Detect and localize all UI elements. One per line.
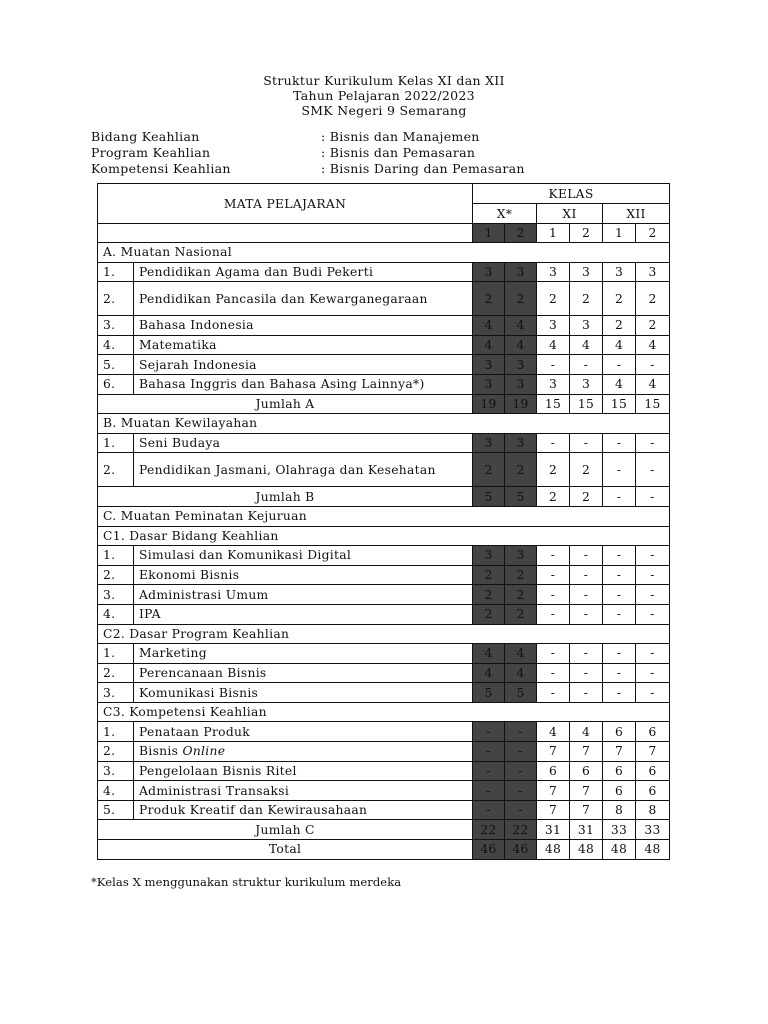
header-kelas: KELAS bbox=[473, 184, 670, 204]
subject-name-italic: Online bbox=[182, 744, 226, 759]
hours-cell: 3 bbox=[505, 546, 537, 566]
table-row bbox=[98, 453, 670, 487]
subject-name-text: Komunikasi Bisnis bbox=[139, 685, 259, 700]
info-row bbox=[91, 145, 525, 161]
hours-cell: - bbox=[570, 355, 603, 375]
subject-name-text: Administrasi Transaksi bbox=[139, 783, 290, 798]
table-row bbox=[98, 644, 670, 664]
subject-name bbox=[134, 335, 473, 355]
hours-cell: 8 bbox=[603, 800, 636, 820]
subject-name-text: Bisnis bbox=[139, 744, 183, 759]
hours-cell: 3 bbox=[505, 355, 537, 375]
hours-cell: - bbox=[473, 742, 505, 762]
sum-label: Jumlah A bbox=[98, 394, 473, 414]
hours-cell: - bbox=[537, 355, 570, 375]
hours-cell: - bbox=[603, 585, 636, 605]
hours-cell: 33 bbox=[636, 820, 670, 840]
table-row bbox=[98, 604, 670, 624]
table-row bbox=[98, 335, 670, 355]
hours-cell: - bbox=[603, 453, 636, 487]
hours-cell: 8 bbox=[636, 800, 670, 820]
hours-cell: 6 bbox=[636, 722, 670, 742]
subject-name bbox=[134, 355, 473, 375]
hours-cell: 48 bbox=[603, 840, 636, 860]
table-row bbox=[98, 374, 670, 394]
row-number: 3. bbox=[98, 585, 134, 605]
hours-cell: - bbox=[603, 355, 636, 375]
table-row bbox=[98, 262, 670, 282]
sum-label: Jumlah C bbox=[98, 820, 473, 840]
hours-cell: 3 bbox=[473, 433, 505, 453]
header-semester: 1 bbox=[537, 224, 570, 243]
hours-cell: 2 bbox=[570, 282, 603, 316]
hours-cell: 4 bbox=[505, 644, 537, 664]
hours-cell: 2 bbox=[603, 282, 636, 316]
hours-cell: 19 bbox=[505, 394, 537, 414]
table-row bbox=[98, 800, 670, 820]
subject-name-text: Ekonomi Bisnis bbox=[139, 568, 240, 583]
section-row bbox=[98, 702, 670, 722]
subject-name bbox=[134, 282, 473, 316]
header-group-x: X* bbox=[473, 204, 537, 224]
section-row bbox=[98, 526, 670, 546]
hours-cell: 15 bbox=[603, 394, 636, 414]
row-number: 5. bbox=[98, 355, 134, 375]
row-number: 2. bbox=[98, 663, 134, 683]
hours-cell: 2 bbox=[537, 282, 570, 316]
hours-cell: 3 bbox=[537, 374, 570, 394]
hours-cell: 4 bbox=[537, 722, 570, 742]
total-label: Total bbox=[98, 840, 473, 860]
table-row bbox=[98, 355, 670, 375]
hours-cell: - bbox=[603, 604, 636, 624]
header-row bbox=[98, 224, 670, 243]
hours-cell: 3 bbox=[570, 374, 603, 394]
hours-cell: 6 bbox=[537, 761, 570, 781]
hours-cell: - bbox=[603, 565, 636, 585]
hours-cell: 2 bbox=[636, 282, 670, 316]
subject-name bbox=[134, 644, 473, 664]
hours-cell: 6 bbox=[636, 781, 670, 801]
subject-name bbox=[134, 683, 473, 703]
hours-cell: 6 bbox=[570, 761, 603, 781]
table-row bbox=[98, 565, 670, 585]
header-semester: 2 bbox=[570, 224, 603, 243]
hours-cell: - bbox=[537, 433, 570, 453]
subject-name bbox=[134, 316, 473, 336]
sum-row bbox=[98, 394, 670, 414]
hours-cell: - bbox=[505, 800, 537, 820]
subject-name bbox=[134, 565, 473, 585]
hours-cell: - bbox=[473, 781, 505, 801]
hours-cell: 2 bbox=[505, 282, 537, 316]
hours-cell: 7 bbox=[603, 742, 636, 762]
hours-cell: 4 bbox=[473, 316, 505, 336]
sum-label: Jumlah B bbox=[98, 487, 473, 507]
hours-cell: - bbox=[603, 546, 636, 566]
subject-name bbox=[134, 781, 473, 801]
hours-cell: 22 bbox=[473, 820, 505, 840]
hours-cell: - bbox=[636, 453, 670, 487]
table-row bbox=[98, 316, 670, 336]
hours-cell: 2 bbox=[505, 453, 537, 487]
row-number: 2. bbox=[98, 282, 134, 316]
title-line-3: SMK Negeri 9 Semarang bbox=[301, 103, 467, 118]
subject-name-text: Pendidikan Agama dan Budi Pekerti bbox=[139, 264, 374, 279]
header-semester: 1 bbox=[473, 224, 505, 243]
hours-cell: 3 bbox=[473, 374, 505, 394]
row-number: 1. bbox=[98, 644, 134, 664]
table-row bbox=[98, 663, 670, 683]
hours-cell: 7 bbox=[537, 742, 570, 762]
hours-cell: 4 bbox=[473, 644, 505, 664]
subject-name-text: Bahasa Inggris dan Bahasa Asing Lainnya*) bbox=[139, 377, 425, 392]
hours-cell: 3 bbox=[505, 262, 537, 282]
hours-cell: - bbox=[570, 546, 603, 566]
hours-cell: - bbox=[473, 722, 505, 742]
hours-cell: - bbox=[570, 604, 603, 624]
title-line-2: Tahun Pelajaran 2022/2023 bbox=[293, 88, 475, 103]
hours-cell: 33 bbox=[603, 820, 636, 840]
hours-cell: - bbox=[537, 683, 570, 703]
subject-name bbox=[134, 374, 473, 394]
section-label: C3. Kompetensi Keahlian bbox=[98, 702, 670, 722]
section-label: C. Muatan Peminatan Kejuruan bbox=[98, 506, 670, 526]
hours-cell: - bbox=[570, 644, 603, 664]
hours-cell: 4 bbox=[570, 335, 603, 355]
hours-cell: - bbox=[636, 585, 670, 605]
hours-cell: 3 bbox=[505, 374, 537, 394]
hours-cell: - bbox=[636, 487, 670, 507]
row-number: 3. bbox=[98, 683, 134, 703]
hours-cell: 2 bbox=[473, 604, 505, 624]
hours-cell: 48 bbox=[570, 840, 603, 860]
hours-cell: 4 bbox=[603, 335, 636, 355]
hours-cell: 3 bbox=[473, 262, 505, 282]
section-label: A. Muatan Nasional bbox=[98, 243, 670, 263]
row-number: 4. bbox=[98, 604, 134, 624]
subject-name-text: Produk Kreatif dan Kewirausahaan bbox=[139, 803, 368, 818]
section-label: B. Muatan Kewilayahan bbox=[98, 414, 670, 434]
hours-cell: 4 bbox=[473, 335, 505, 355]
row-number: 5. bbox=[98, 800, 134, 820]
subject-name-text: Administrasi Umum bbox=[139, 587, 269, 602]
hours-cell: 15 bbox=[570, 394, 603, 414]
section-label: C2. Dasar Program Keahlian bbox=[98, 624, 670, 644]
hours-cell: 2 bbox=[603, 316, 636, 336]
hours-cell: 3 bbox=[537, 262, 570, 282]
hours-cell: 48 bbox=[537, 840, 570, 860]
hours-cell: - bbox=[505, 742, 537, 762]
hours-cell: 7 bbox=[570, 800, 603, 820]
table-row bbox=[98, 742, 670, 762]
hours-cell: 7 bbox=[537, 781, 570, 801]
subject-name bbox=[134, 585, 473, 605]
hours-cell: 15 bbox=[537, 394, 570, 414]
row-number: 2. bbox=[98, 453, 134, 487]
hours-cell: 31 bbox=[570, 820, 603, 840]
row-number: 1. bbox=[98, 546, 134, 566]
subject-name-text: Simulasi dan Komunikasi Digital bbox=[139, 548, 352, 563]
hours-cell: - bbox=[636, 604, 670, 624]
hours-cell: - bbox=[537, 585, 570, 605]
hours-cell: 2 bbox=[570, 487, 603, 507]
table-row bbox=[98, 433, 670, 453]
header-semester: 2 bbox=[636, 224, 670, 243]
info-value: : Bisnis Daring dan Pemasaran bbox=[321, 161, 525, 176]
hours-cell: - bbox=[603, 683, 636, 703]
hours-cell: 15 bbox=[636, 394, 670, 414]
row-number: 6. bbox=[98, 374, 134, 394]
header-group-xii: XII bbox=[603, 204, 670, 224]
hours-cell: - bbox=[570, 683, 603, 703]
section-label: C1. Dasar Bidang Keahlian bbox=[98, 526, 670, 546]
hours-cell: - bbox=[636, 546, 670, 566]
hours-cell: 2 bbox=[537, 453, 570, 487]
table-row bbox=[98, 761, 670, 781]
row-number: 1. bbox=[98, 722, 134, 742]
hours-cell: - bbox=[636, 565, 670, 585]
hours-cell: 2 bbox=[505, 585, 537, 605]
subject-name bbox=[134, 742, 473, 762]
table-row bbox=[98, 683, 670, 703]
subject-name-text: IPA bbox=[139, 607, 161, 622]
subject-name bbox=[134, 761, 473, 781]
curriculum-table bbox=[97, 183, 670, 860]
hours-cell: 31 bbox=[537, 820, 570, 840]
total-row bbox=[98, 840, 670, 860]
info-value: : Bisnis dan Manajemen bbox=[321, 129, 480, 144]
hours-cell: 2 bbox=[473, 565, 505, 585]
hours-cell: 4 bbox=[603, 374, 636, 394]
subject-name bbox=[134, 800, 473, 820]
hours-cell: 22 bbox=[505, 820, 537, 840]
table-row bbox=[98, 781, 670, 801]
subject-name-text: Sejarah Indonesia bbox=[139, 357, 257, 372]
hours-cell: 7 bbox=[537, 800, 570, 820]
info-value: : Bisnis dan Pemasaran bbox=[321, 145, 476, 160]
hours-cell: 6 bbox=[603, 722, 636, 742]
row-number: 2. bbox=[98, 742, 134, 762]
subject-name-text: Pendidikan Jasmani, Olahraga dan Kesehatan bbox=[139, 462, 436, 477]
row-number: 4. bbox=[98, 781, 134, 801]
hours-cell: 3 bbox=[570, 316, 603, 336]
header-row bbox=[98, 184, 670, 204]
hours-cell: 48 bbox=[636, 840, 670, 860]
hours-cell: 5 bbox=[473, 683, 505, 703]
row-number: 1. bbox=[98, 262, 134, 282]
subject-name bbox=[134, 722, 473, 742]
hours-cell: - bbox=[505, 781, 537, 801]
info-key: Bidang Keahlian bbox=[91, 129, 200, 144]
section-row bbox=[98, 506, 670, 526]
title-line-1: Struktur Kurikulum Kelas XI dan XII bbox=[263, 73, 505, 88]
info-row bbox=[91, 129, 525, 145]
table-row bbox=[98, 546, 670, 566]
subject-name bbox=[134, 663, 473, 683]
hours-cell: 3 bbox=[636, 262, 670, 282]
hours-cell: - bbox=[473, 761, 505, 781]
hours-cell: 3 bbox=[603, 262, 636, 282]
hours-cell: 4 bbox=[505, 335, 537, 355]
hours-cell: 46 bbox=[473, 840, 505, 860]
hours-cell: 4 bbox=[473, 663, 505, 683]
hours-cell: 2 bbox=[537, 487, 570, 507]
hours-cell: - bbox=[603, 663, 636, 683]
hours-cell: 2 bbox=[473, 453, 505, 487]
subject-name bbox=[134, 546, 473, 566]
hours-cell: - bbox=[636, 433, 670, 453]
hours-cell: - bbox=[603, 487, 636, 507]
hours-cell: 4 bbox=[505, 316, 537, 336]
subject-name-text: Bahasa Indonesia bbox=[139, 318, 254, 333]
subject-name-text: Perencanaan Bisnis bbox=[139, 665, 267, 680]
table-row bbox=[98, 282, 670, 316]
hours-cell: 46 bbox=[505, 840, 537, 860]
hours-cell: - bbox=[603, 433, 636, 453]
hours-cell: 2 bbox=[636, 316, 670, 336]
info-key: Kompetensi Keahlian bbox=[91, 161, 231, 176]
hours-cell: - bbox=[603, 644, 636, 664]
hours-cell: 5 bbox=[505, 683, 537, 703]
hours-cell: - bbox=[636, 683, 670, 703]
hours-cell: - bbox=[570, 663, 603, 683]
program-info bbox=[91, 129, 525, 177]
hours-cell: - bbox=[570, 585, 603, 605]
hours-cell: - bbox=[636, 644, 670, 664]
hours-cell: 19 bbox=[473, 394, 505, 414]
header-semester: 1 bbox=[603, 224, 636, 243]
row-number: 1. bbox=[98, 433, 134, 453]
hours-cell: 4 bbox=[636, 335, 670, 355]
info-row bbox=[91, 161, 525, 177]
hours-cell: 3 bbox=[570, 262, 603, 282]
hours-cell: - bbox=[636, 663, 670, 683]
hours-cell: 4 bbox=[537, 335, 570, 355]
subject-name bbox=[134, 262, 473, 282]
hours-cell: 3 bbox=[473, 546, 505, 566]
hours-cell: - bbox=[537, 663, 570, 683]
subject-name bbox=[134, 453, 473, 487]
hours-cell: 2 bbox=[505, 604, 537, 624]
hours-cell: 6 bbox=[636, 761, 670, 781]
hours-cell: - bbox=[537, 644, 570, 664]
hours-cell: - bbox=[537, 604, 570, 624]
hours-cell: - bbox=[570, 433, 603, 453]
row-number: 2. bbox=[98, 565, 134, 585]
hours-cell: 7 bbox=[570, 742, 603, 762]
hours-cell: 4 bbox=[570, 722, 603, 742]
hours-cell: - bbox=[636, 355, 670, 375]
hours-cell: 3 bbox=[537, 316, 570, 336]
subject-name-text: Penataan Produk bbox=[139, 724, 250, 739]
header-group-xi: XI bbox=[537, 204, 603, 224]
hours-cell: 2 bbox=[473, 282, 505, 316]
subject-name-text: Seni Budaya bbox=[139, 436, 221, 451]
row-number: 4. bbox=[98, 335, 134, 355]
hours-cell: 6 bbox=[603, 781, 636, 801]
hours-cell: 6 bbox=[603, 761, 636, 781]
hours-cell: - bbox=[505, 761, 537, 781]
hours-cell: - bbox=[570, 565, 603, 585]
hours-cell: 7 bbox=[570, 781, 603, 801]
section-row bbox=[98, 243, 670, 263]
table-body bbox=[98, 243, 670, 860]
hours-cell: 4 bbox=[636, 374, 670, 394]
hours-cell: - bbox=[537, 565, 570, 585]
section-row bbox=[98, 414, 670, 434]
header-blank bbox=[98, 224, 473, 243]
hours-cell: 4 bbox=[505, 663, 537, 683]
hours-cell: 3 bbox=[473, 355, 505, 375]
subject-name-text: Marketing bbox=[139, 646, 207, 661]
table-row bbox=[98, 722, 670, 742]
subject-name-text: Pengelolaan Bisnis Ritel bbox=[139, 763, 297, 778]
subject-name-text: Pendidikan Pancasila dan Kewarganegaraan bbox=[139, 291, 428, 306]
hours-cell: 3 bbox=[505, 433, 537, 453]
header-mata-pelajaran: MATA PELAJARAN bbox=[98, 184, 473, 224]
hours-cell: 5 bbox=[473, 487, 505, 507]
hours-cell: - bbox=[505, 722, 537, 742]
footnote: *Kelas X menggunakan struktur kurikulum merdeka bbox=[91, 875, 402, 889]
hours-cell: 2 bbox=[505, 565, 537, 585]
subject-name bbox=[134, 604, 473, 624]
table-row bbox=[98, 585, 670, 605]
hours-cell: - bbox=[537, 546, 570, 566]
sum-row bbox=[98, 487, 670, 507]
subject-name-text: Matematika bbox=[139, 338, 217, 353]
header-semester: 2 bbox=[505, 224, 537, 243]
document-title bbox=[0, 73, 768, 118]
hours-cell: 2 bbox=[570, 453, 603, 487]
row-number: 3. bbox=[98, 316, 134, 336]
row-number: 3. bbox=[98, 761, 134, 781]
subject-name bbox=[134, 433, 473, 453]
info-key: Program Keahlian bbox=[91, 145, 211, 160]
hours-cell: 7 bbox=[636, 742, 670, 762]
hours-cell: 2 bbox=[473, 585, 505, 605]
hours-cell: - bbox=[473, 800, 505, 820]
section-row bbox=[98, 624, 670, 644]
hours-cell: 5 bbox=[505, 487, 537, 507]
sum-row bbox=[98, 820, 670, 840]
